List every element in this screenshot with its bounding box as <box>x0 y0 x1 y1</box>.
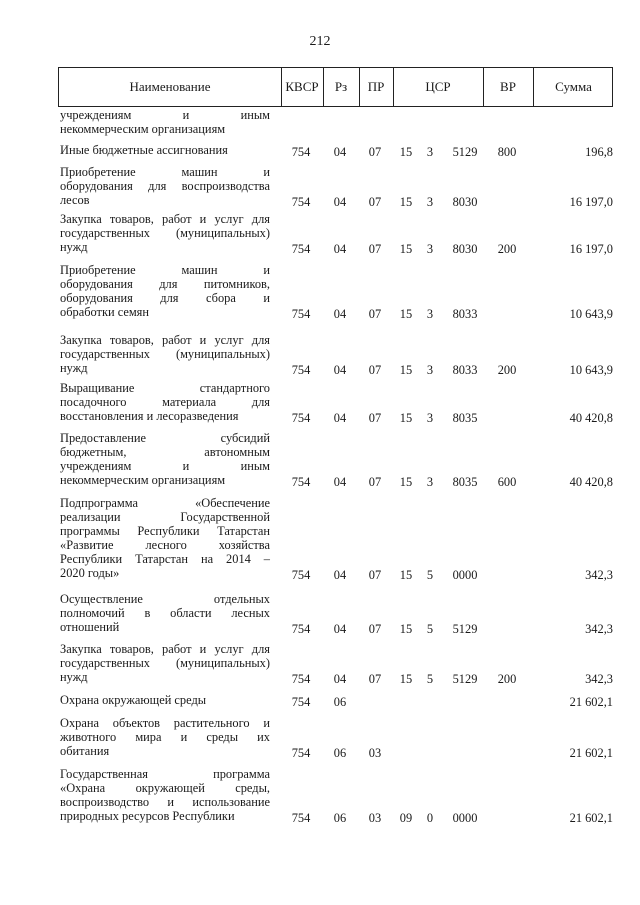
row-name <box>60 642 270 684</box>
row-name-line: бюджетным, автономным <box>60 445 270 459</box>
row-sum-cell: 21 602,1 <box>569 746 613 760</box>
row-name <box>60 496 270 580</box>
row-name-line: природных ресурсов Республики <box>60 809 235 823</box>
row-pr-cell: 07 <box>368 242 382 256</box>
row-csr2-cell: 0 <box>426 811 434 825</box>
row-name-line: оборудования для питомников, <box>60 277 270 291</box>
header-pr: ПР <box>367 79 385 94</box>
row-name-line: государственных (муниципальных) <box>60 226 270 240</box>
row-name-line: восстановления и лесоразведения <box>60 409 239 423</box>
row-csr2-cell: 3 <box>426 475 434 489</box>
table-row <box>58 143 613 159</box>
row-name <box>60 431 270 487</box>
row-name-line: Закупка товаров, работ и услуг для <box>60 642 270 656</box>
row-pr-cell: 07 <box>368 672 382 686</box>
row-csr2-cell: 3 <box>426 363 434 377</box>
table-row <box>58 496 613 582</box>
row-pr-cell: 07 <box>368 475 382 489</box>
row-rz-cell: 04 <box>333 307 347 321</box>
header-csr: ЦСР <box>425 79 451 94</box>
row-sum-cell: 342,3 <box>585 672 613 686</box>
row-name-line: оборудования для сбора и <box>60 291 270 305</box>
row-rz-cell: 04 <box>333 195 347 209</box>
row-csr3-cell: 0000 <box>452 568 478 582</box>
row-name-line: Закупка товаров, работ и услуг для <box>60 333 270 347</box>
row-name-line: 2020 годы» <box>60 566 120 580</box>
row-name <box>60 592 270 634</box>
row-csr2-cell: 3 <box>426 145 434 159</box>
row-pr-cell: 07 <box>368 568 382 582</box>
row-sum-cell: 16 197,0 <box>569 242 613 256</box>
row-csr2-cell: 5 <box>426 672 434 686</box>
row-name-line: учреждениям и иным <box>60 459 270 473</box>
row-kvsr-cell: 754 <box>291 475 311 489</box>
row-csr1-cell: 15 <box>399 672 413 686</box>
row-kvsr-cell: 754 <box>291 195 311 209</box>
row-csr1-cell: 15 <box>399 363 413 377</box>
row-pr-cell: 03 <box>368 746 382 760</box>
row-name-line: Приобретение машин и <box>60 263 270 277</box>
row-vr-cell: 200 <box>497 242 517 256</box>
row-csr2-cell: 3 <box>426 195 434 209</box>
row-name-line: учреждениям и иным <box>60 108 270 122</box>
row-kvsr-cell: 754 <box>291 411 311 425</box>
row-name <box>60 108 270 136</box>
row-rz-cell: 04 <box>333 363 347 377</box>
row-name-line: обработки семян <box>60 305 150 319</box>
row-csr3-cell: 8035 <box>452 475 478 489</box>
row-sum-cell: 40 420,8 <box>569 475 613 489</box>
row-name <box>60 767 270 823</box>
row-sum-cell: 10 643,9 <box>569 307 613 321</box>
table-row <box>58 263 613 321</box>
row-name-line: Предоставление субсидий <box>60 431 270 445</box>
row-csr1-cell: 15 <box>399 475 413 489</box>
row-kvsr-cell: 754 <box>291 242 311 256</box>
row-name-line: Выращивание стандартного <box>60 381 270 395</box>
row-pr-cell: 07 <box>368 411 382 425</box>
row-name-line: животного мира и среды их <box>60 730 270 744</box>
row-name-line: полномочий в области лесных <box>60 606 270 620</box>
row-csr3-cell: 5129 <box>452 672 478 686</box>
row-name <box>60 263 270 319</box>
row-vr-cell: 600 <box>497 475 517 489</box>
table-row <box>58 108 613 136</box>
row-name-line: нужд <box>60 361 88 375</box>
row-name-line: Охрана объектов растительного и <box>60 716 270 730</box>
row-name-line: «Развитие лесного хозяйства <box>60 538 270 552</box>
row-kvsr-cell: 754 <box>291 695 311 709</box>
row-name-line: государственных (муниципальных) <box>60 656 270 670</box>
row-csr3-cell: 8033 <box>452 363 478 377</box>
row-name-line: Приобретение машин и <box>60 165 270 179</box>
row-name-line: посадочного материала для <box>60 395 270 409</box>
row-name-line: Республики Татарстан на 2014 – <box>60 552 270 566</box>
row-name-line: обитания <box>60 744 110 758</box>
table-row <box>58 381 613 425</box>
row-csr3-cell: 8035 <box>452 411 478 425</box>
row-name-line: Государственная программа <box>60 767 270 781</box>
row-sum-cell: 342,3 <box>585 568 613 582</box>
row-name-line: Осуществление отдельных <box>60 592 270 606</box>
row-kvsr-cell: 754 <box>291 622 311 636</box>
row-csr3-cell: 5129 <box>452 622 478 636</box>
row-pr-cell: 07 <box>368 363 382 377</box>
row-csr2-cell: 3 <box>426 242 434 256</box>
table-row <box>58 165 613 209</box>
row-csr3-cell: 0000 <box>452 811 478 825</box>
row-csr1-cell: 15 <box>399 568 413 582</box>
row-rz-cell: 04 <box>333 145 347 159</box>
row-sum-cell: 16 197,0 <box>569 195 613 209</box>
row-name-line: отношений <box>60 620 120 634</box>
row-csr2-cell: 3 <box>426 411 434 425</box>
row-name-line: Охрана окружающей среды <box>60 693 207 707</box>
row-csr3-cell: 8030 <box>452 195 478 209</box>
row-name <box>60 333 270 375</box>
row-csr1-cell: 09 <box>399 811 413 825</box>
row-kvsr-cell: 754 <box>291 811 311 825</box>
row-rz-cell: 04 <box>333 568 347 582</box>
row-name-line: оборудования для воспроизводства <box>60 179 270 193</box>
row-kvsr-cell: 754 <box>291 145 311 159</box>
row-name <box>60 381 270 423</box>
row-csr1-cell: 15 <box>399 145 413 159</box>
table-row <box>58 693 613 709</box>
row-vr-cell: 800 <box>497 145 517 159</box>
row-csr1-cell: 15 <box>399 195 413 209</box>
row-kvsr-cell: 754 <box>291 568 311 582</box>
row-name-line: некоммерческим организациям <box>60 473 226 487</box>
table-row <box>58 333 613 377</box>
row-csr1-cell: 15 <box>399 411 413 425</box>
row-sum-cell: 21 602,1 <box>569 695 613 709</box>
table-row <box>58 642 613 686</box>
row-rz-cell: 06 <box>333 811 347 825</box>
header-kvsr: КВСР <box>285 79 319 94</box>
row-vr-cell: 200 <box>497 672 517 686</box>
row-pr-cell: 07 <box>368 622 382 636</box>
row-sum-cell: 40 420,8 <box>569 411 613 425</box>
row-csr3-cell: 5129 <box>452 145 478 159</box>
row-name-line: Закупка товаров, работ и услуг для <box>60 212 270 226</box>
row-name-line: лесов <box>60 193 90 207</box>
row-kvsr-cell: 754 <box>291 746 311 760</box>
table-row <box>58 767 613 825</box>
row-sum-cell: 21 602,1 <box>569 811 613 825</box>
row-rz-cell: 04 <box>333 411 347 425</box>
row-sum-cell: 10 643,9 <box>569 363 613 377</box>
row-name-line: Подпрограмма «Обеспечение <box>60 496 270 510</box>
row-csr3-cell: 8033 <box>452 307 478 321</box>
row-name <box>60 716 270 758</box>
row-pr-cell: 03 <box>368 811 382 825</box>
row-kvsr-cell: 754 <box>291 363 311 377</box>
row-sum-cell: 342,3 <box>585 622 613 636</box>
row-csr1-cell: 15 <box>399 307 413 321</box>
table-row <box>58 212 613 256</box>
row-csr2-cell: 5 <box>426 568 434 582</box>
table-header <box>58 67 613 107</box>
page-number: 212 <box>309 34 331 49</box>
row-rz-cell: 04 <box>333 475 347 489</box>
row-csr2-cell: 5 <box>426 622 434 636</box>
row-csr3-cell: 8030 <box>452 242 478 256</box>
row-name-line: Иные бюджетные ассигнования <box>60 143 228 157</box>
row-name-line: «Охрана окружающей среды, <box>60 781 270 795</box>
row-rz-cell: 04 <box>333 672 347 686</box>
row-name-line: нужд <box>60 670 88 684</box>
table-row <box>58 716 613 760</box>
table-row <box>58 431 613 489</box>
row-rz-cell: 06 <box>333 695 347 709</box>
row-name-line: государственных (муниципальных) <box>60 347 270 361</box>
budget-table <box>58 67 613 825</box>
row-rz-cell: 06 <box>333 746 347 760</box>
row-rz-cell: 04 <box>333 622 347 636</box>
row-pr-cell: 07 <box>368 145 382 159</box>
row-name-line: воспроизводство и использование <box>60 795 270 809</box>
header-name: Наименование <box>129 79 211 94</box>
row-pr-cell: 07 <box>368 195 382 209</box>
row-kvsr-cell: 754 <box>291 672 311 686</box>
header-vr: ВР <box>500 79 516 94</box>
row-csr1-cell: 15 <box>399 242 413 256</box>
row-name <box>60 693 270 707</box>
row-csr1-cell: 15 <box>399 622 413 636</box>
row-vr-cell: 200 <box>497 363 517 377</box>
row-name <box>60 165 270 207</box>
row-kvsr-cell: 754 <box>291 307 311 321</box>
header-rz: Рз <box>334 79 348 94</box>
row-rz-cell: 04 <box>333 242 347 256</box>
table-row <box>58 592 613 636</box>
row-name-line: реализации Государственной <box>60 510 270 524</box>
row-sum-cell: 196,8 <box>585 145 613 159</box>
header-sum: Сумма <box>555 79 592 94</box>
row-name <box>60 143 270 157</box>
row-name-line: некоммерческим организациям <box>60 122 226 136</box>
row-name-line: нужд <box>60 240 88 254</box>
row-name <box>60 212 270 254</box>
row-name-line: программы Республики Татарстан <box>60 524 270 538</box>
row-csr2-cell: 3 <box>426 307 434 321</box>
row-pr-cell: 07 <box>368 307 382 321</box>
